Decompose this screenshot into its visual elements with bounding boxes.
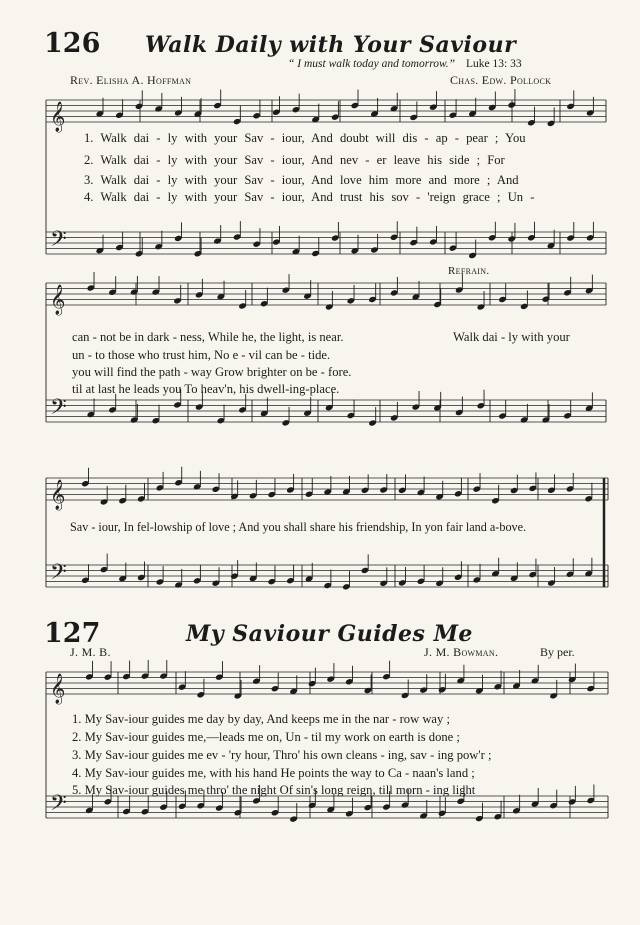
composer-credit: Chas. Edw. Pollock xyxy=(450,73,552,87)
hymn-title: Walk Daily with Your Saviour xyxy=(145,32,517,58)
verse-line: 1. Walk dai - ly with your Sav - iour, And doubt will dis - ap - pear ; You xyxy=(84,131,526,145)
verse-line: 2. Walk dai - ly with your Sav - iour, And nev - er leave his side ; For xyxy=(84,153,505,167)
verse-line: un - to those who trust him, No e - vil can be - tide. xyxy=(72,348,331,362)
author-credit: J. M. B. xyxy=(70,645,111,659)
composer-credit: J. M. Bowman. xyxy=(424,645,499,659)
verse-line: you will find the path - way Grow brighter on be - fore. xyxy=(72,365,352,379)
treble-clef-icon: 𝄞 xyxy=(50,285,66,315)
verse-line: til at last he leads you To heav'n, his dwell-ing-place. xyxy=(72,382,340,396)
refrain-line: Walk dai - ly with your xyxy=(453,330,570,344)
hymn-number: 126 xyxy=(44,28,101,59)
verse-line: can - not be in dark - ness, While he, the light, is near. xyxy=(72,330,344,344)
refrain-label: Refrain. xyxy=(448,265,490,277)
epigraph-reference: Luke 13: 33 xyxy=(466,58,522,70)
hymn-title: My Saviour Guides Me xyxy=(186,621,473,647)
bass-clef-icon: 𝄢 xyxy=(50,227,67,257)
verse-line: 4. My Sav-iour guides me, with his hand He points the way to Ca - naan's land ; xyxy=(72,766,475,780)
treble-clef-icon: 𝄞 xyxy=(50,674,66,704)
treble-clef-icon: 𝄞 xyxy=(50,480,66,510)
refrain-line-2: Sav - iour, In fel-lowship of love ; And you shall share his friendship, In yon fair land a-bove. xyxy=(70,520,527,534)
verse-line: 1. My Sav-iour guides me day by day, And keeps me in the nar - row way ; xyxy=(72,712,450,726)
epigraph: “ I must walk today and tomorrow.” xyxy=(288,58,456,70)
treble-clef-icon: 𝄞 xyxy=(50,102,66,132)
verse-line: 3. My Sav-iour guides me ev - 'ry hour, Thro' his own cleans - ing, sav - ing pow'r ; xyxy=(72,748,492,762)
verse-line: 3. Walk dai - ly with your Sav - iour, And love him more and more ; And xyxy=(84,173,519,187)
verse-line: 5. My Sav-iour guides me thro' the night Of sin's long reign, till morn - ing light xyxy=(72,783,476,797)
verse-line: 2. My Sav-iour guides me,—leads me on, Un - til my work on earth is done ; xyxy=(72,730,460,744)
bass-clef-icon: 𝄢 xyxy=(50,791,67,821)
bass-clef-icon: 𝄢 xyxy=(50,560,67,590)
bass-clef-icon: 𝄢 xyxy=(50,395,67,425)
hymn-number: 127 xyxy=(44,618,101,649)
author-credit: Rev. Elisha A. Hoffman xyxy=(70,73,192,87)
permission-note: By per. xyxy=(540,645,575,659)
verse-line: 4. Walk dai - ly with your Sav - iour, And trust his sov - 'reign grace ; Un - xyxy=(84,190,535,204)
